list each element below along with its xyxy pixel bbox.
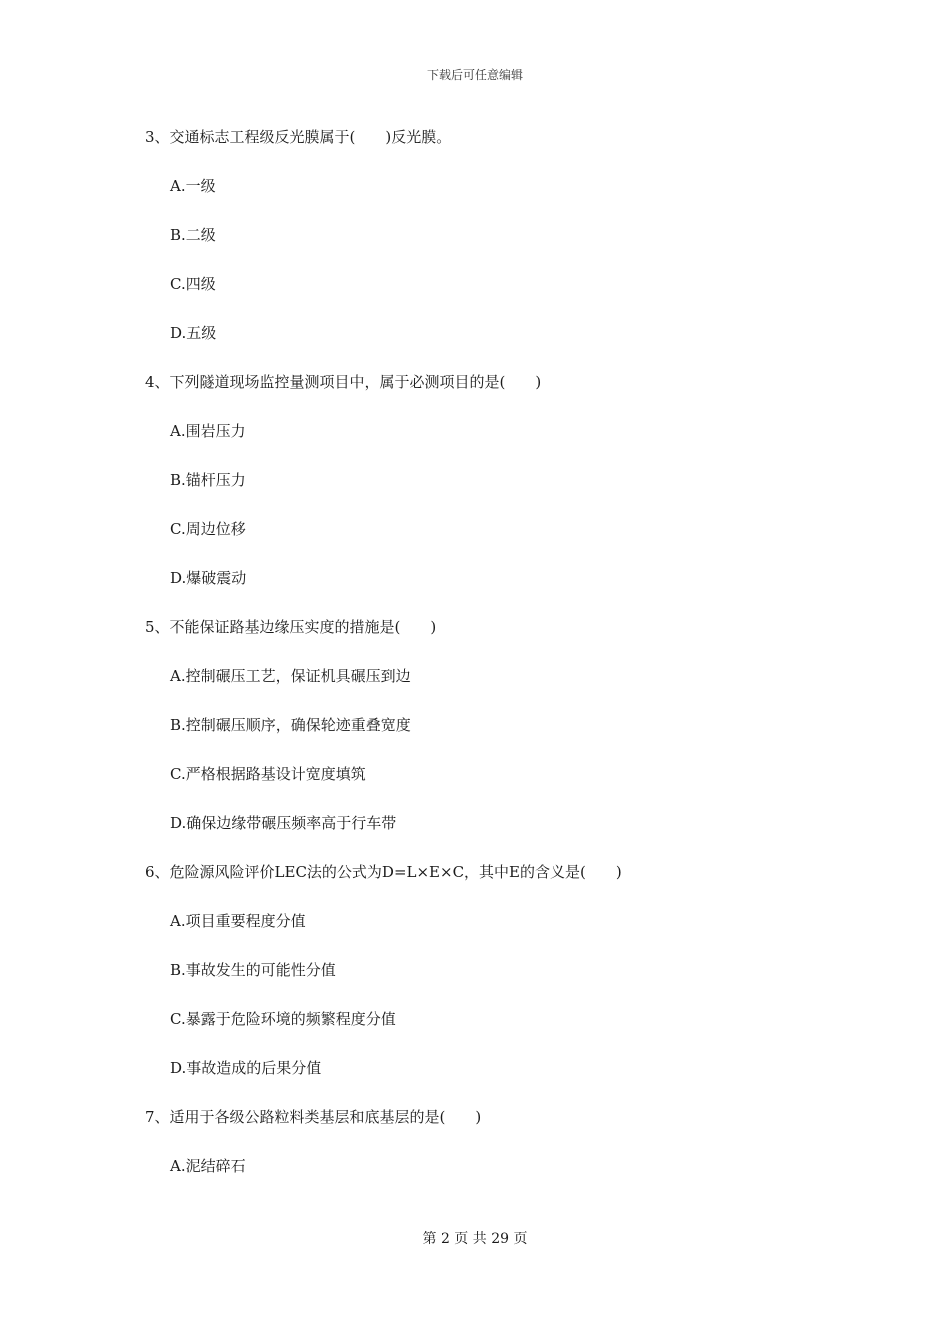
option-b: B.锚杆压力 <box>170 471 246 489</box>
option-d: D.事故造成的后果分值 <box>170 1059 322 1077</box>
question-4 <box>0 369 950 614</box>
question-stem: 3、交通标志工程级反光膜属于( )反光膜。 <box>145 128 452 146</box>
option-a: A.泥结碎石 <box>170 1157 246 1175</box>
question-7 <box>0 1104 950 1202</box>
option-d: D.确保边缘带碾压频率高于行车带 <box>170 814 397 832</box>
question-stem: 4、下列隧道现场监控量测项目中，属于必测项目的是( ) <box>145 373 542 391</box>
question-stem: 6、危险源风险评价LEC法的公式为D=L×E×C，其中E的含义是( ) <box>145 863 622 881</box>
option-a: A.项目重要程度分值 <box>170 912 306 930</box>
question-list <box>0 124 950 1202</box>
option-c: C.周边位移 <box>170 520 246 538</box>
option-b: B.控制碾压顺序，确保轮迹重叠宽度 <box>170 716 411 734</box>
option-a: A.围岩压力 <box>170 422 246 440</box>
option-d: D.爆破震动 <box>170 569 247 587</box>
question-stem: 7、适用于各级公路粒料类基层和底基层的是( ) <box>145 1108 482 1126</box>
option-b: B.二级 <box>170 226 216 244</box>
question-3 <box>0 124 950 369</box>
option-c: C.四级 <box>170 275 216 293</box>
option-d: D.五级 <box>170 324 217 342</box>
option-c: C.严格根据路基设计宽度填筑 <box>170 765 366 783</box>
question-stem: 5、不能保证路基边缘压实度的措施是( ) <box>145 618 437 636</box>
option-a: A.控制碾压工艺，保证机具碾压到边 <box>170 667 411 685</box>
question-5 <box>0 614 950 859</box>
page-footer: 第 2 页 共 29 页 <box>422 1231 528 1247</box>
option-a: A.一级 <box>170 177 216 195</box>
page-header: 下载后可任意编辑 <box>426 68 523 82</box>
question-6 <box>0 859 950 1104</box>
option-b: B.事故发生的可能性分值 <box>170 961 336 979</box>
option-c: C.暴露于危险环境的频繁程度分值 <box>170 1010 396 1028</box>
